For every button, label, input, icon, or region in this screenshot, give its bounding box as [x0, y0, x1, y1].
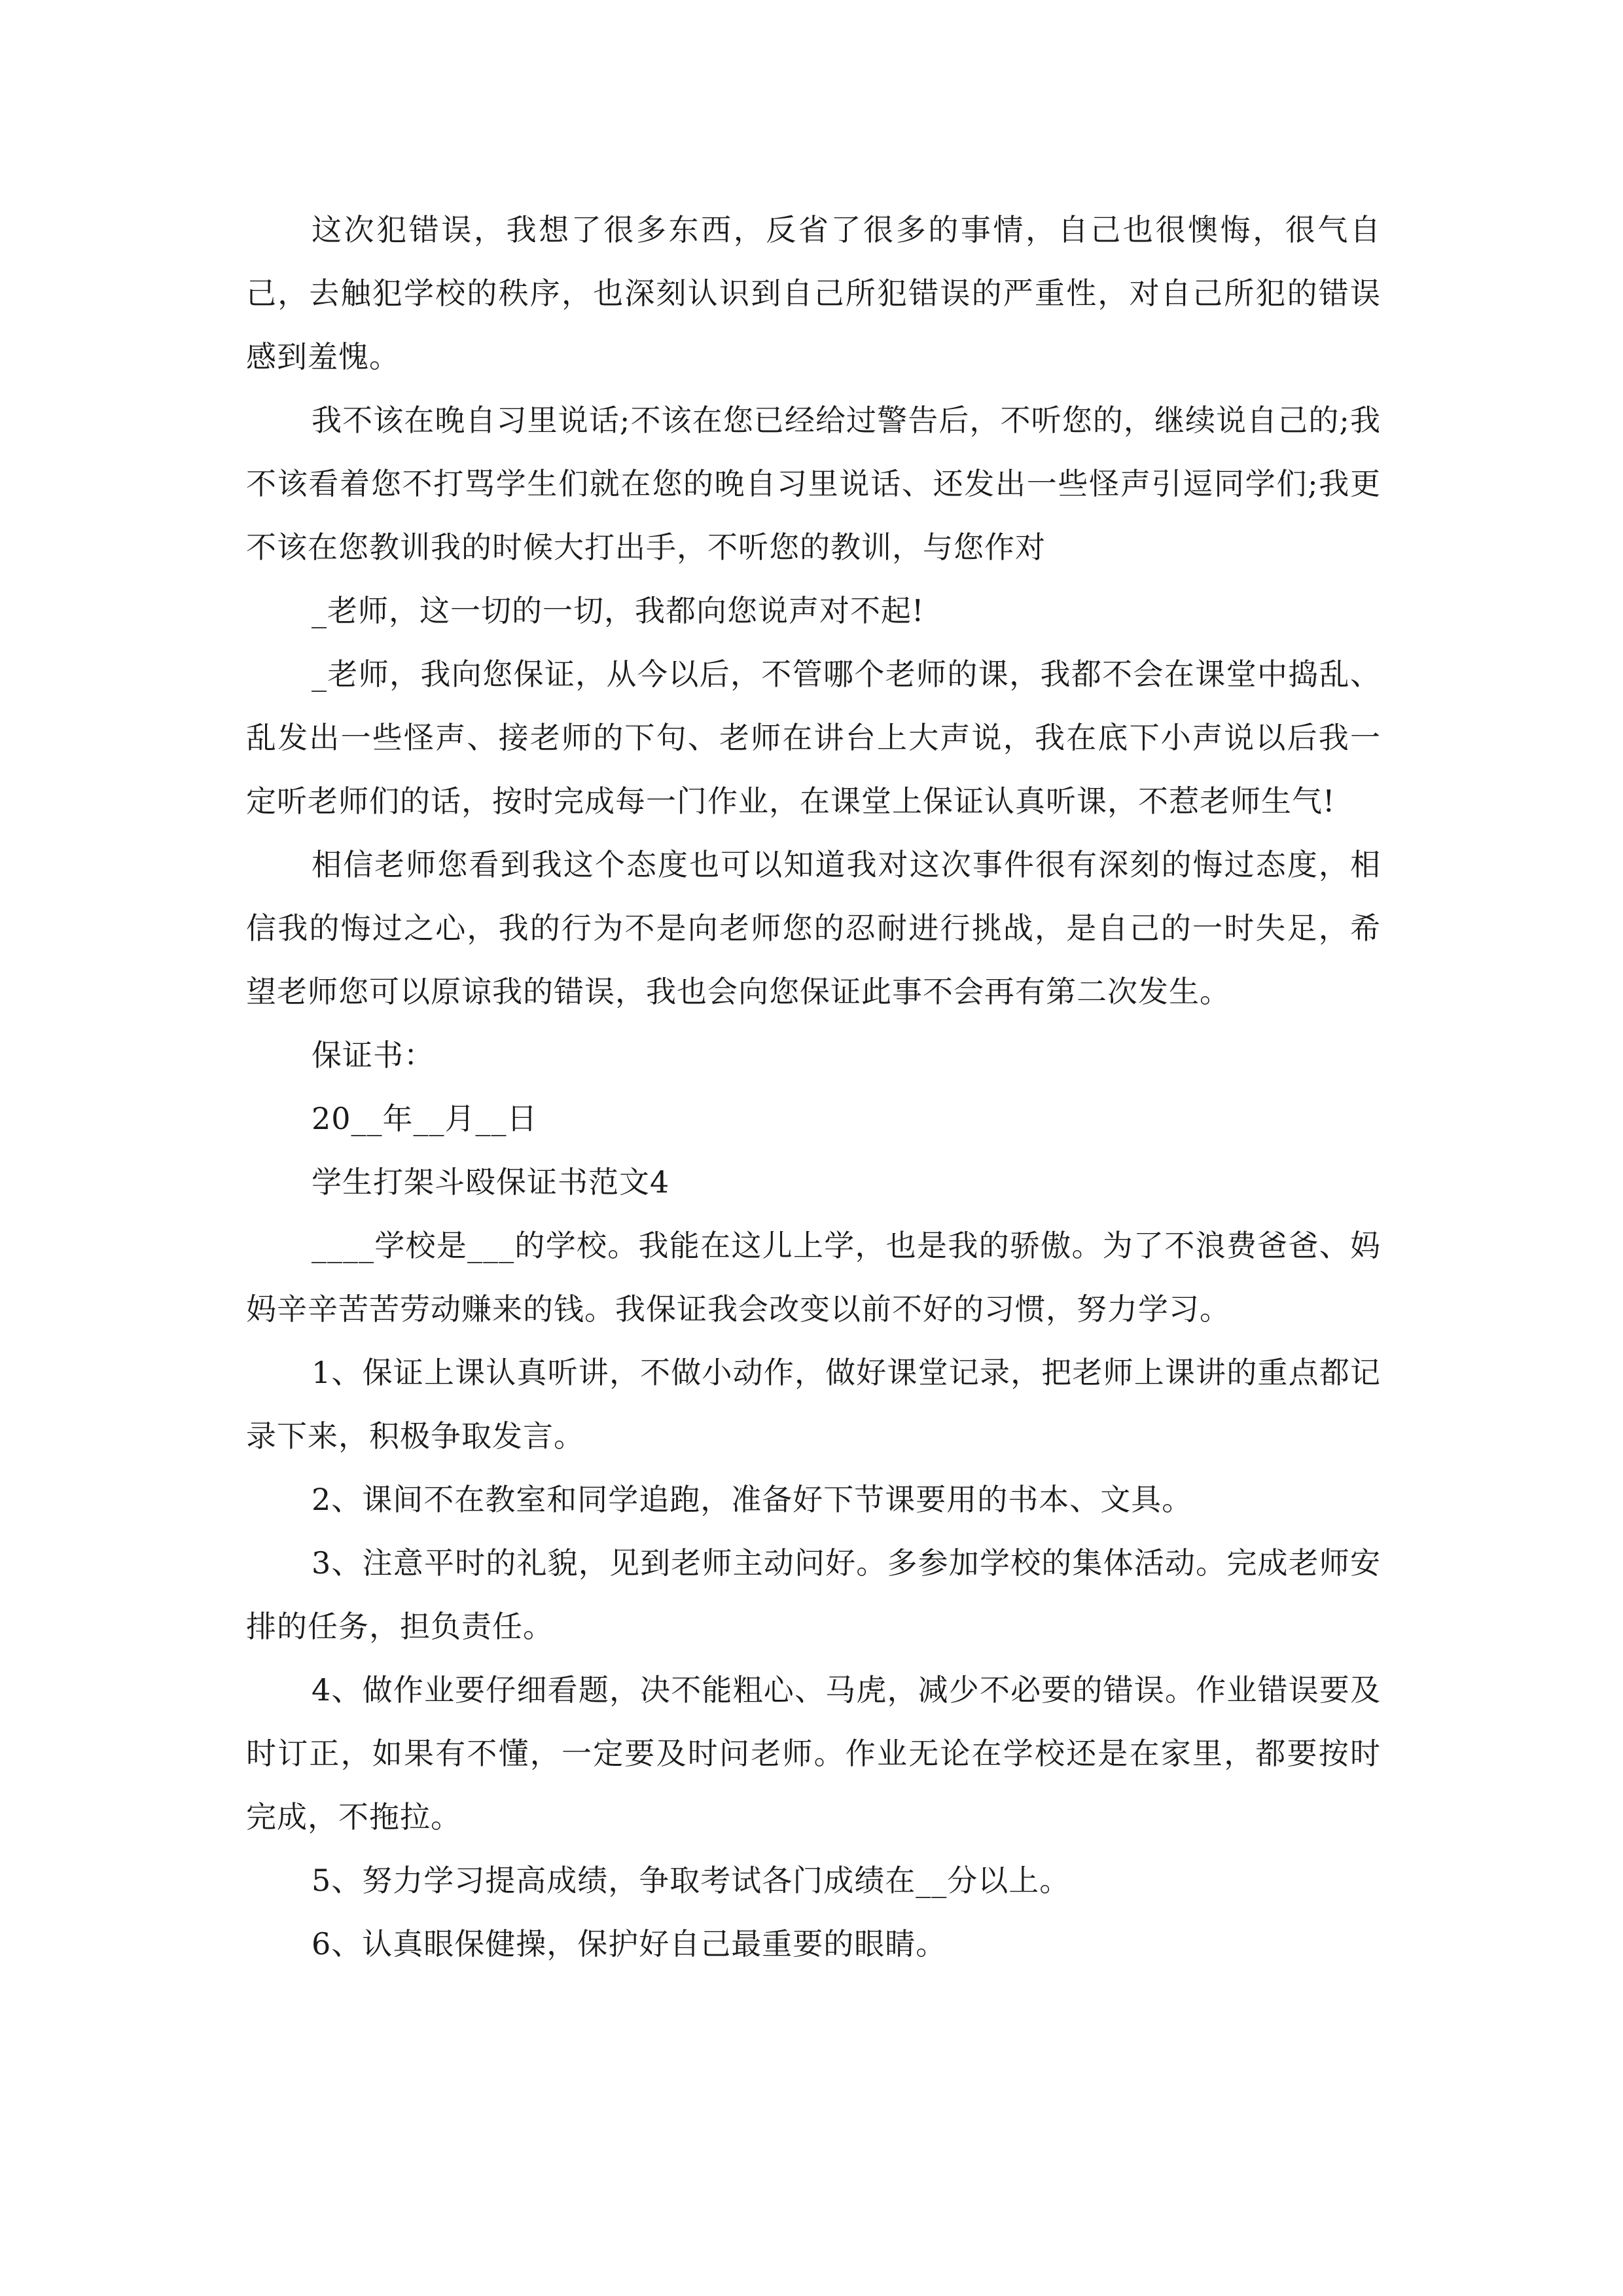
paragraph-promise: _老师，我向您保证，从今以后，不管哪个老师的课，我都不会在课堂中捣乱、乱发出一些怪声、接老师的下句、老师在讲台上大声说，我在底下小声说以后我一定听老师们的话，按时完成每一门作业，在课堂上保证认真听课，不惹老师生气! — [246, 656, 1381, 819]
paragraph-trust: 相信老师您看到我这个态度也可以知道我对这次事件很有深刻的悔过态度，相信我的悔过之心，我的行为不是向老师您的忍耐进行挑战，是自己的一时失足，希望老师您可以原谅我的错误，我也会向您保证此事不会再有第二次发生。 — [246, 847, 1381, 1009]
paragraph-school-intro: ____学校是___的学校。我能在这儿上学，也是我的骄傲。为了不浪费爸爸、妈妈辛辛苦苦劳动赚来的钱。我保证我会改变以前不好的习惯，努力学习。 — [246, 1228, 1381, 1327]
list-item-5: 5、努力学习提高成绩，争取考试各门成绩在__分以上。 — [312, 1863, 1071, 1898]
section-title: 学生打架斗殴保证书范文4 — [312, 1164, 670, 1200]
list-item-1: 1、保证上课认真听讲，不做小动作，做好课堂记录，把老师上课讲的重点都记录下来，积极争取发言。 — [246, 1355, 1381, 1454]
paragraph-apology: _老师，这一切的一切，我都向您说声对不起! — [312, 593, 925, 628]
signature-label: 保证书： — [312, 1037, 435, 1073]
list-item-3: 3、注意平时的礼貌，见到老师主动问好。多参加学校的集体活动。完成老师安排的任务，担负责任。 — [246, 1545, 1381, 1644]
list-item-2: 2、课间不在教室和同学追跑，准备好下节课要用的书本、文具。 — [312, 1482, 1193, 1517]
paragraph-wrongdoings: 我不该在晚自习里说话;不该在您已经给过警告后，不听您的，继续说自己的;我不该看着您不打骂学生们就在您的晚自习里说话、还发出一些怪声引逗同学们;我更不该在您教训我的时候大打出手，不听您的教训，与您作对 — [246, 403, 1381, 565]
document-body — [246, 198, 1381, 1976]
paragraph-reflection: 这次犯错误，我想了很多东西，反省了很多的事情，自己也很懊悔，很气自己，去触犯学校的秩序，也深刻认识到自己所犯错误的严重性，对自己所犯的错误感到羞愧。 — [246, 212, 1381, 374]
list-item-6: 6、认真眼保健操，保护好自己最重要的眼睛。 — [312, 1926, 947, 1962]
list-item-4: 4、做作业要仔细看题，决不能粗心、马虎，减少不必要的错误。作业错误要及时订正，如果有不懂，一定要及时问老师。作业无论在学校还是在家里，都要按时完成，不拖拉。 — [246, 1672, 1381, 1835]
date-line: 20__年__月__日 — [312, 1101, 538, 1136]
